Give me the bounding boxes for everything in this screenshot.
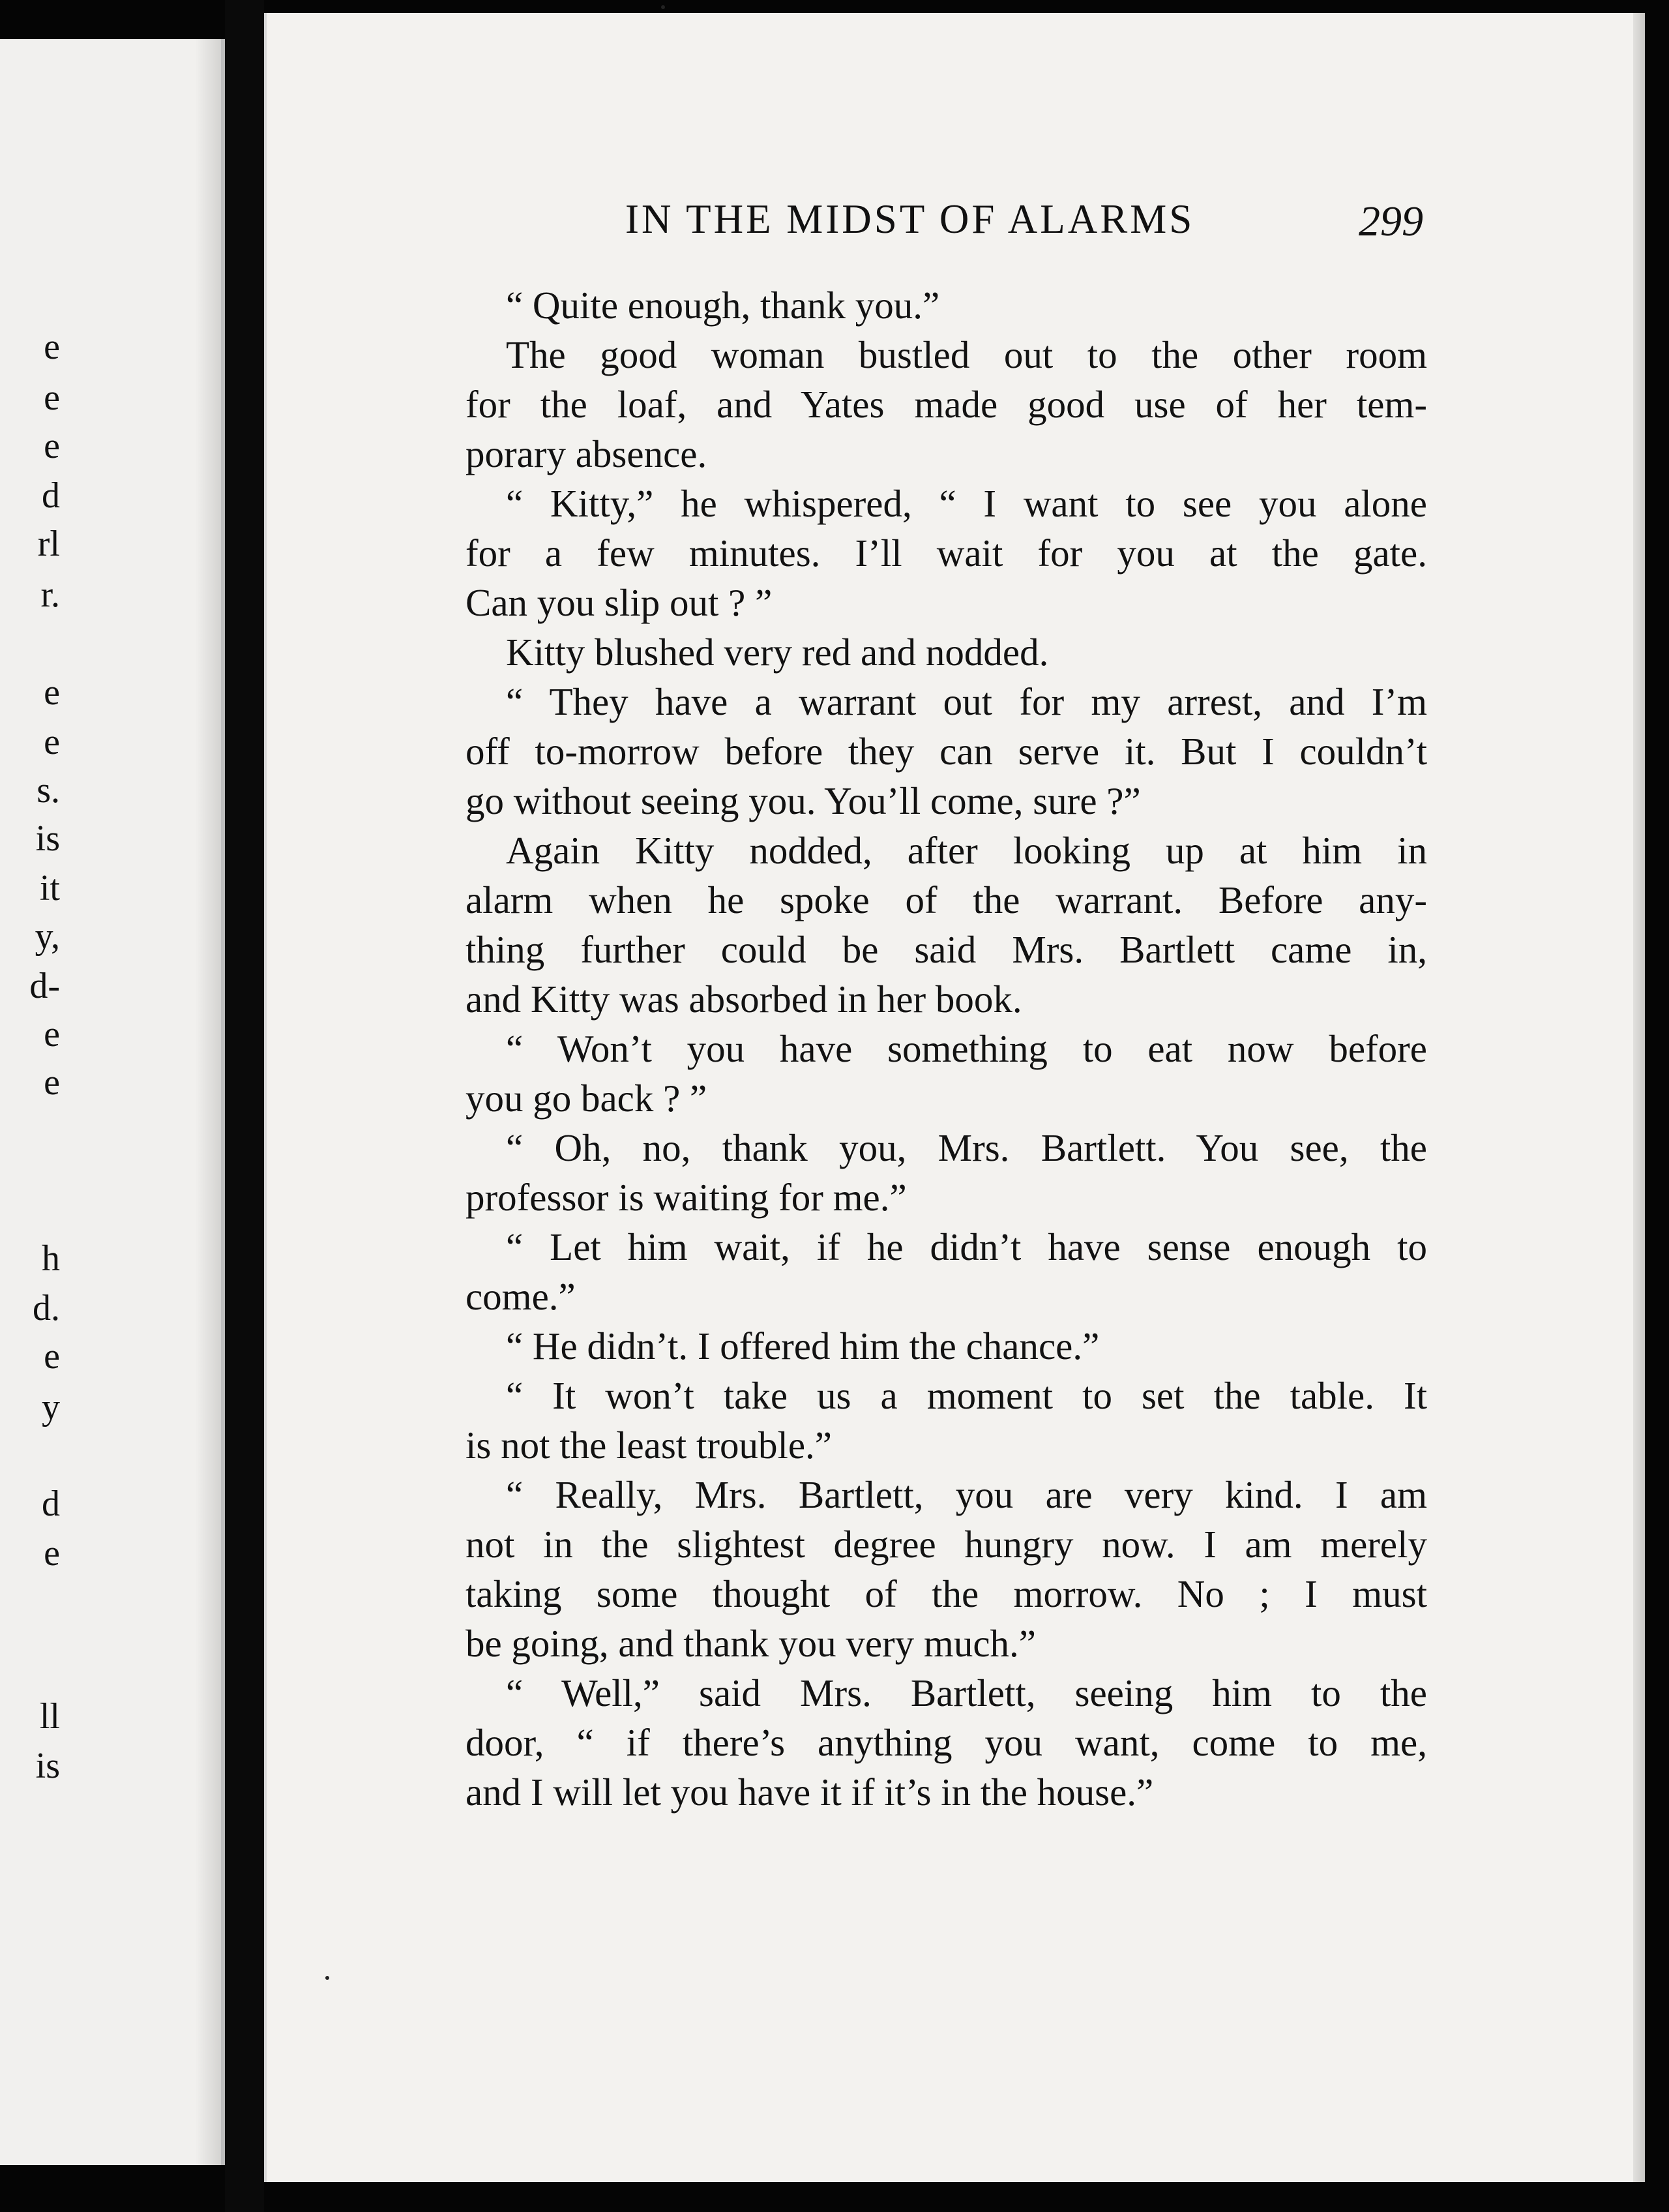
text-line: “ Kitty,” he whispered, “ I want to see you alone [506,482,1427,525]
facing-page-fragment: e [44,378,60,418]
page-299 [264,13,1645,2182]
facing-page-fragment: d [42,1484,60,1524]
text-line: is not the least trouble.” [465,1424,832,1467]
text-line: “ They have a warrant out for my arrest, and I’m [506,680,1427,723]
facing-page-fragment: s. [37,770,60,811]
text-line: “ It won’t take us a moment to set the table. It [506,1374,1427,1417]
text-line: alarm when he spoke of the warrant. Before any- [465,878,1427,921]
text-line: thing further could be said Mrs. Bartlett came in, [465,928,1427,971]
text-line: porary absence. [465,432,707,475]
text-line: for the loaf, and Yates made good use of her tem- [465,383,1427,426]
text-line: Can you slip out ? ” [465,581,773,624]
running-title: IN THE MIDST OF ALARMS [625,196,1195,242]
text-line: Again Kitty nodded, after looking up at him in [506,829,1427,872]
facing-page-fragment: rl [37,524,60,564]
facing-page-fragment: e [44,426,60,466]
facing-page-fragment: e [44,327,60,367]
gutter-shadow [195,39,221,2165]
page-number: 299 [1359,198,1423,245]
text-line: “ Won’t you have something to eat now before [506,1027,1427,1070]
text-line: and I will let you have it if it’s in the house.” [465,1771,1154,1814]
facing-page-left [0,39,225,2165]
text-line: come.” [465,1275,576,1318]
text-line: and Kitty was absorbed in her book. [465,978,1022,1021]
text-line: professor is waiting for me.” [465,1176,907,1219]
facing-page-fragment: is [35,1746,60,1786]
facing-page-fragment: y, [35,916,60,957]
text-line: for a few minutes. I’ll wait for you at the gate. [465,531,1427,575]
facing-page-fragment: is [35,818,60,859]
text-line: “ He didn’t. I offered him the chance.” [506,1324,1100,1368]
text-line: not in the slightest degree hungry now. I am merely [465,1523,1427,1566]
text-line: be going, and thank you very much.” [465,1622,1036,1665]
facing-page-fragment: e [44,722,60,762]
print-speck [325,1976,329,1980]
text-line: “ Really, Mrs. Bartlett, you are very kind. I am [506,1473,1427,1516]
facing-page-fragment: e [44,672,60,713]
facing-page-fragment: e [44,1533,60,1574]
facing-page-fragment: y [42,1387,60,1427]
print-speck [661,5,665,9]
text-line: go without seeing you. You’ll come, sure ?” [465,779,1141,822]
text-line: off to-morrow before they can serve it. But I couldn’t [465,730,1427,773]
text-line: “ Let him wait, if he didn’t have sense enough to [506,1225,1427,1268]
facing-page-fragment: e [44,1062,60,1103]
body-text [465,280,1427,1846]
facing-page-fragment: h [42,1238,60,1279]
facing-page-fragment: e [44,1014,60,1054]
facing-page-fragment: r. [40,575,60,615]
text-line: “ Quite enough, thank you.” [506,284,940,327]
facing-page-fragment: d- [29,966,60,1006]
facing-page-fragment: ll [39,1696,60,1737]
text-line: “ Well,” said Mrs. Bartlett, seeing him to the [506,1671,1427,1714]
text-line: “ Oh, no, thank you, Mrs. Bartlett. You see, the [506,1126,1427,1169]
facing-page-fragment: e [44,1336,60,1377]
text-line: The good woman bustled out to the other room [506,333,1427,376]
text-line: Kitty blushed very red and nodded. [506,631,1049,674]
text-line: you go back ? ” [465,1077,707,1120]
facing-page-fragment: it [39,868,60,908]
facing-page-fragment: d [42,475,60,516]
running-head [267,196,1424,248]
book-spine [225,0,264,2212]
text-line: door, “ if there’s anything you want, come to me, [465,1721,1427,1764]
page-edge [1633,13,1645,2182]
facing-page-fragment: d. [33,1288,60,1328]
text-line: taking some thought of the morrow. No ; I must [465,1572,1427,1615]
